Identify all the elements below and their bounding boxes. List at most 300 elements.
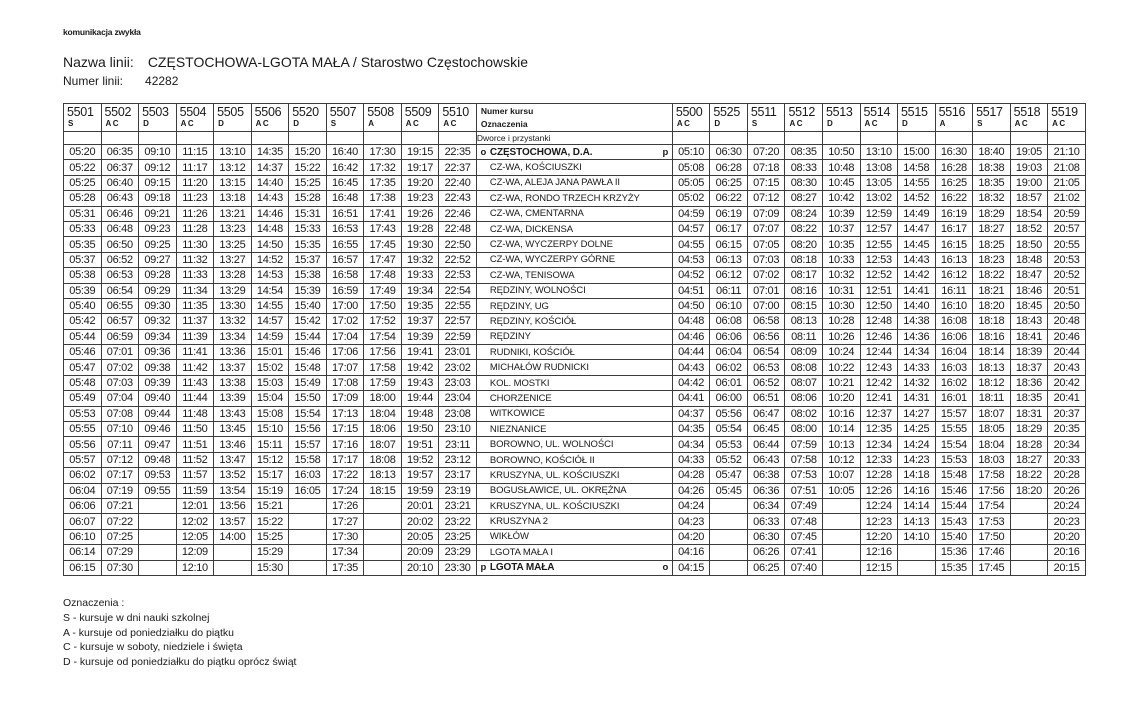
- station-row: [64, 237, 1086, 252]
- time-cell: 18:11: [973, 391, 1011, 406]
- time-cell: 06:28: [710, 160, 748, 175]
- time-cell: 12:41: [860, 391, 898, 406]
- time-cell: 07:03: [101, 375, 139, 390]
- station-cell-inner: [477, 561, 672, 575]
- time-cell: 20:20: [1048, 529, 1086, 544]
- station-name: CZ-WA, DICKENSA: [489, 223, 573, 235]
- empty-header-cell: [326, 132, 364, 145]
- time-cell: 15:39: [289, 283, 327, 298]
- course-number: 5525: [713, 105, 740, 119]
- time-cell: 15:40: [289, 298, 327, 313]
- time-cell: 05:25: [64, 175, 102, 190]
- time-cell: 16:05: [289, 483, 327, 498]
- time-cell: 07:00: [747, 298, 785, 313]
- course-header: [785, 104, 823, 132]
- time-cell: [822, 514, 860, 529]
- time-cell: 07:30: [101, 560, 139, 575]
- station-row: [64, 468, 1086, 483]
- station-cell: [476, 545, 672, 560]
- time-cell: 17:32: [364, 160, 402, 175]
- time-cell: 11:26: [176, 206, 214, 221]
- station-cell-inner: [477, 160, 672, 174]
- time-cell: 07:11: [101, 437, 139, 452]
- time-cell: [289, 529, 327, 544]
- time-cell: 22:50: [439, 237, 477, 252]
- empty-header-cell: [1048, 132, 1086, 145]
- time-cell: 17:02: [326, 314, 364, 329]
- station-row: [64, 498, 1086, 513]
- course-designation: AC: [405, 119, 421, 128]
- time-cell: 06:34: [747, 498, 785, 513]
- time-cell: 06:02: [710, 360, 748, 375]
- time-cell: 15:33: [289, 221, 327, 236]
- time-cell: 12:53: [860, 252, 898, 267]
- time-cell: 20:09: [401, 545, 439, 560]
- service-type-label: komunikacja zwykła: [63, 27, 141, 37]
- station-name: KOL. MOSTKI: [489, 377, 550, 389]
- time-cell: 15:00: [898, 145, 936, 160]
- time-cell: 14:37: [251, 160, 289, 175]
- time-cell: 14:31: [898, 391, 936, 406]
- time-cell: 13:12: [214, 160, 252, 175]
- station-cell-inner: [477, 314, 672, 328]
- time-cell: 16:48: [326, 191, 364, 206]
- station-name: CZ-WA, WYCZERPY DOLNE: [489, 239, 613, 251]
- time-cell: 19:00: [1010, 175, 1048, 190]
- time-cell: 07:58: [785, 452, 823, 467]
- time-cell: 20:02: [401, 514, 439, 529]
- course-header: [1010, 104, 1048, 132]
- station-row: [64, 221, 1086, 236]
- time-cell: [710, 560, 748, 575]
- time-cell: 20:24: [1048, 498, 1086, 513]
- time-cell: 14:38: [898, 314, 936, 329]
- time-cell: 18:39: [1010, 345, 1048, 360]
- station-cell: [476, 514, 672, 529]
- time-cell: 07:08: [101, 406, 139, 421]
- course-designation: S: [751, 119, 759, 128]
- course-header: [860, 104, 898, 132]
- time-cell: 12:46: [860, 329, 898, 344]
- time-cell: 11:23: [176, 191, 214, 206]
- time-cell: 23:08: [439, 406, 477, 421]
- time-cell: 20:05: [401, 529, 439, 544]
- time-cell: 09:48: [139, 452, 177, 467]
- course-number: 5512: [788, 105, 816, 119]
- time-cell: 04:41: [672, 391, 710, 406]
- time-cell: 14:32: [898, 375, 936, 390]
- time-cell: 07:51: [785, 483, 823, 498]
- time-cell: 16:59: [326, 283, 364, 298]
- time-cell: 10:50: [822, 145, 860, 160]
- time-cell: 17:35: [364, 175, 402, 190]
- course-number: 5505: [217, 105, 244, 119]
- time-cell: 12:37: [860, 406, 898, 421]
- empty-header-cell: [672, 132, 710, 145]
- time-cell: 07:49: [785, 498, 823, 513]
- time-cell: 06:01: [710, 375, 748, 390]
- time-cell: 07:48: [785, 514, 823, 529]
- empty-header-cell: [710, 132, 748, 145]
- time-cell: 09:32: [139, 314, 177, 329]
- station-row: [64, 437, 1086, 452]
- station-name: BOROWNO, KOŚCIÓŁ II: [489, 454, 595, 466]
- time-cell: [710, 545, 748, 560]
- time-cell: 22:52: [439, 252, 477, 267]
- time-cell: 18:16: [973, 329, 1011, 344]
- time-cell: 16:57: [326, 252, 364, 267]
- time-cell: 18:40: [973, 145, 1011, 160]
- course-number: 5509: [404, 105, 432, 119]
- time-cell: 23:22: [439, 514, 477, 529]
- course-designation: AC: [1014, 119, 1030, 128]
- time-cell: 17:59: [364, 375, 402, 390]
- time-cell: 05:35: [64, 237, 102, 252]
- time-cell: 12:50: [860, 298, 898, 313]
- time-cell: 08:27: [785, 191, 823, 206]
- course-designation: AC: [180, 119, 196, 128]
- time-cell: 14:53: [251, 268, 289, 283]
- time-cell: 09:46: [139, 422, 177, 437]
- time-cell: [364, 498, 402, 513]
- time-cell: 04:24: [672, 498, 710, 513]
- time-cell: 20:46: [1048, 329, 1086, 344]
- time-cell: 06:52: [747, 375, 785, 390]
- time-cell: 06:17: [710, 221, 748, 236]
- time-cell: 06:36: [747, 483, 785, 498]
- time-cell: 06:46: [101, 206, 139, 221]
- time-cell: 23:02: [439, 360, 477, 375]
- time-cell: 18:43: [1010, 314, 1048, 329]
- time-cell: 15:31: [289, 206, 327, 221]
- station-name: CZ-WA, ALEJA JANA PAWŁA II: [489, 177, 620, 189]
- time-cell: [364, 514, 402, 529]
- time-cell: 18:29: [1010, 422, 1048, 437]
- time-cell: 20:44: [1048, 345, 1086, 360]
- time-cell: [139, 545, 177, 560]
- time-cell: 08:22: [785, 221, 823, 236]
- time-cell: 10:42: [822, 191, 860, 206]
- time-cell: 06:19: [710, 206, 748, 221]
- time-cell: 06:04: [64, 483, 102, 498]
- station-row: [64, 175, 1086, 190]
- time-cell: 18:57: [1010, 191, 1048, 206]
- time-cell: 19:43: [401, 375, 439, 390]
- time-cell: 13:23: [214, 221, 252, 236]
- time-cell: 12:26: [860, 483, 898, 498]
- course-number: 5519: [1051, 105, 1078, 119]
- time-cell: 16:40: [326, 145, 364, 160]
- course-number: 5508: [367, 105, 394, 119]
- time-cell: 14:52: [898, 191, 936, 206]
- time-cell: 12:48: [860, 314, 898, 329]
- course-number: 5514: [863, 105, 891, 119]
- empty-header-cell: [747, 132, 785, 145]
- time-cell: 13:39: [214, 391, 252, 406]
- time-cell: 05:53: [64, 406, 102, 421]
- course-designation: D: [714, 119, 722, 128]
- time-cell: 23:10: [439, 422, 477, 437]
- time-cell: 14:59: [251, 329, 289, 344]
- time-cell: 05:48: [64, 375, 102, 390]
- time-cell: 12:55: [860, 237, 898, 252]
- time-cell: 17:41: [364, 206, 402, 221]
- time-cell: 13:45: [214, 422, 252, 437]
- time-cell: 18:31: [1010, 406, 1048, 421]
- time-cell: 13:05: [860, 175, 898, 190]
- time-cell: 14:55: [898, 175, 936, 190]
- time-cell: 18:22: [973, 268, 1011, 283]
- time-cell: 04:20: [672, 529, 710, 544]
- station-cell-inner: [477, 468, 672, 482]
- time-cell: 19:37: [401, 314, 439, 329]
- time-cell: 12:05: [176, 529, 214, 544]
- station-name: RĘDZINY, WOLNOŚCI: [489, 285, 586, 297]
- time-cell: 15:50: [289, 391, 327, 406]
- time-cell: [214, 545, 252, 560]
- time-cell: 19:33: [401, 268, 439, 283]
- time-cell: 19:51: [401, 437, 439, 452]
- time-cell: 14:40: [898, 298, 936, 313]
- time-cell: 15:38: [289, 268, 327, 283]
- time-cell: 09:10: [139, 145, 177, 160]
- station-name: BOGUSŁAWICE, UL. OKRĘŻNA: [489, 485, 627, 497]
- time-cell: 05:46: [64, 345, 102, 360]
- time-cell: 19:28: [401, 221, 439, 236]
- time-cell: 11:50: [176, 422, 214, 437]
- time-cell: 12:35: [860, 422, 898, 437]
- time-cell: 13:37: [214, 360, 252, 375]
- time-cell: 06:56: [747, 329, 785, 344]
- time-cell: 07:15: [747, 175, 785, 190]
- time-cell: [898, 545, 936, 560]
- time-cell: 20:28: [1048, 468, 1086, 483]
- time-cell: 09:12: [139, 160, 177, 175]
- time-cell: 11:59: [176, 483, 214, 498]
- time-cell: 23:03: [439, 375, 477, 390]
- time-cell: 20:23: [1048, 514, 1086, 529]
- time-cell: 05:44: [64, 329, 102, 344]
- time-cell: 08:08: [785, 360, 823, 375]
- time-cell: 22:55: [439, 298, 477, 313]
- time-cell: 10:39: [822, 206, 860, 221]
- time-cell: 19:59: [401, 483, 439, 498]
- time-cell: 17:52: [364, 314, 402, 329]
- time-cell: 15:46: [935, 483, 973, 498]
- course-number: 5511: [750, 105, 777, 119]
- time-cell: 14:52: [251, 252, 289, 267]
- time-cell: 22:37: [439, 160, 477, 175]
- time-cell: 18:08: [364, 452, 402, 467]
- time-cell: 12:51: [860, 283, 898, 298]
- station-cell-inner: [477, 191, 672, 205]
- station-cell: [476, 237, 672, 252]
- time-cell: 09:27: [139, 252, 177, 267]
- station-row: [64, 206, 1086, 221]
- station-name: CZ-WA, CMENTARNA: [489, 208, 584, 220]
- course-designation: D: [293, 119, 301, 128]
- departure-marker: o: [480, 146, 487, 158]
- time-cell: 13:46: [214, 437, 252, 452]
- time-cell: 04:48: [672, 314, 710, 329]
- time-cell: 07:01: [101, 345, 139, 360]
- time-cell: 14:13: [898, 514, 936, 529]
- time-cell: 08:02: [785, 406, 823, 421]
- time-cell: 16:30: [935, 145, 973, 160]
- time-cell: 19:50: [401, 422, 439, 437]
- course-number: 5503: [142, 105, 169, 119]
- time-cell: 05:20: [64, 145, 102, 160]
- time-cell: 17:04: [326, 329, 364, 344]
- station-row: [64, 514, 1086, 529]
- time-cell: 18:18: [973, 314, 1011, 329]
- station-name: KRUSZYNA, UL. KOŚCIUSZKI: [489, 469, 620, 481]
- course-designation: A: [368, 119, 376, 128]
- time-cell: 14:42: [898, 268, 936, 283]
- time-cell: 17:30: [364, 145, 402, 160]
- time-cell: 17:35: [326, 560, 364, 575]
- time-cell: 15:57: [289, 437, 327, 452]
- time-cell: 17:00: [326, 298, 364, 313]
- time-cell: 06:26: [747, 545, 785, 560]
- time-cell: 23:30: [439, 560, 477, 575]
- time-cell: 20:16: [1048, 545, 1086, 560]
- time-cell: 04:26: [672, 483, 710, 498]
- time-cell: 16:04: [935, 345, 973, 360]
- time-cell: 20:52: [1048, 268, 1086, 283]
- time-cell: 09:25: [139, 237, 177, 252]
- course-number: 5515: [901, 105, 928, 119]
- line-number-value: 42282: [145, 74, 179, 88]
- station-cell: [476, 206, 672, 221]
- time-cell: 14:43: [898, 252, 936, 267]
- time-cell: 08:00: [785, 422, 823, 437]
- station-row: [64, 375, 1086, 390]
- time-cell: 09:15: [139, 175, 177, 190]
- course-header: [289, 104, 327, 132]
- time-cell: 18:28: [1010, 437, 1048, 452]
- time-cell: 22:35: [439, 145, 477, 160]
- station-cell-inner: [477, 253, 672, 267]
- time-cell: 19:34: [401, 283, 439, 298]
- time-cell: 10:21: [822, 375, 860, 390]
- course-header: [251, 104, 289, 132]
- station-cell-inner: [477, 484, 672, 498]
- time-cell: 16:28: [935, 160, 973, 175]
- empty-header-cell: [785, 132, 823, 145]
- time-cell: 06:06: [64, 498, 102, 513]
- timetable: [63, 103, 1086, 576]
- course-header: [747, 104, 785, 132]
- time-cell: 15:03: [251, 375, 289, 390]
- station-cell: [476, 191, 672, 206]
- time-cell: 18:46: [1010, 283, 1048, 298]
- time-cell: 11:35: [176, 298, 214, 313]
- course-designation: AC: [105, 119, 121, 128]
- time-cell: 18:14: [973, 345, 1011, 360]
- legend-item: A - kursuje od poniedziałku do piątku: [63, 626, 235, 639]
- arrival-marker: o: [662, 562, 669, 574]
- time-cell: 15:01: [251, 345, 289, 360]
- time-cell: 18:27: [973, 221, 1011, 236]
- time-cell: 13:27: [214, 252, 252, 267]
- time-cell: 14:18: [898, 468, 936, 483]
- time-cell: 19:03: [1010, 160, 1048, 175]
- station-cell-inner: [477, 145, 672, 159]
- station-name: KRUSZYNA, UL. KOŚCIUSZKI: [489, 500, 620, 512]
- time-cell: 17:58: [973, 468, 1011, 483]
- time-cell: 10:33: [822, 252, 860, 267]
- time-cell: 05:28: [64, 191, 102, 206]
- time-cell: 17:56: [364, 345, 402, 360]
- time-cell: 10:28: [822, 314, 860, 329]
- empty-header-cell: [973, 132, 1011, 145]
- time-cell: 18:15: [364, 483, 402, 498]
- time-cell: 20:33: [1048, 452, 1086, 467]
- empty-header-cell: [898, 132, 936, 145]
- time-cell: 16:03: [289, 468, 327, 483]
- time-cell: 07:02: [101, 360, 139, 375]
- empty-header-cell: [439, 132, 477, 145]
- course-header: [672, 104, 710, 132]
- time-cell: 20:15: [1048, 560, 1086, 575]
- time-cell: 10:32: [822, 268, 860, 283]
- time-cell: 15:02: [251, 360, 289, 375]
- time-cell: 18:20: [1010, 483, 1048, 498]
- time-cell: 14:47: [898, 221, 936, 236]
- time-cell: 23:29: [439, 545, 477, 560]
- time-cell: 15:10: [251, 422, 289, 437]
- time-cell: 12:43: [860, 360, 898, 375]
- time-cell: 08:30: [785, 175, 823, 190]
- time-cell: 06:54: [101, 283, 139, 298]
- time-cell: 13:10: [860, 145, 898, 160]
- time-cell: 06:57: [101, 314, 139, 329]
- time-cell: 14:41: [898, 283, 936, 298]
- time-cell: 18:37: [1010, 360, 1048, 375]
- time-cell: 14:40: [251, 175, 289, 190]
- designations-label: Oznaczenia: [480, 119, 528, 129]
- station-cell: [476, 329, 672, 344]
- time-cell: 04:33: [672, 452, 710, 467]
- course-header: [364, 104, 402, 132]
- time-cell: 08:09: [785, 345, 823, 360]
- time-cell: [898, 560, 936, 575]
- station-name: RĘDZINY: [489, 331, 531, 343]
- time-cell: 09:39: [139, 375, 177, 390]
- course-designation: AC: [676, 119, 692, 128]
- time-cell: 12:52: [860, 268, 898, 283]
- time-cell: 06:50: [101, 237, 139, 252]
- time-cell: 04:35: [672, 422, 710, 437]
- station-cell: [476, 252, 672, 267]
- time-cell: 15:29: [251, 545, 289, 560]
- time-cell: 06:43: [101, 191, 139, 206]
- time-cell: 09:38: [139, 360, 177, 375]
- time-cell: 09:28: [139, 268, 177, 283]
- time-cell: 15:35: [935, 560, 973, 575]
- time-cell: 10:24: [822, 345, 860, 360]
- time-cell: 22:57: [439, 314, 477, 329]
- time-cell: 18:04: [973, 437, 1011, 452]
- time-cell: 05:33: [64, 221, 102, 236]
- time-cell: 13:43: [214, 406, 252, 421]
- time-cell: 16:58: [326, 268, 364, 283]
- station-cell-inner: [477, 453, 672, 467]
- station-name: WIKŁÓW: [489, 531, 529, 543]
- time-cell: 19:39: [401, 329, 439, 344]
- course-header: [439, 104, 477, 132]
